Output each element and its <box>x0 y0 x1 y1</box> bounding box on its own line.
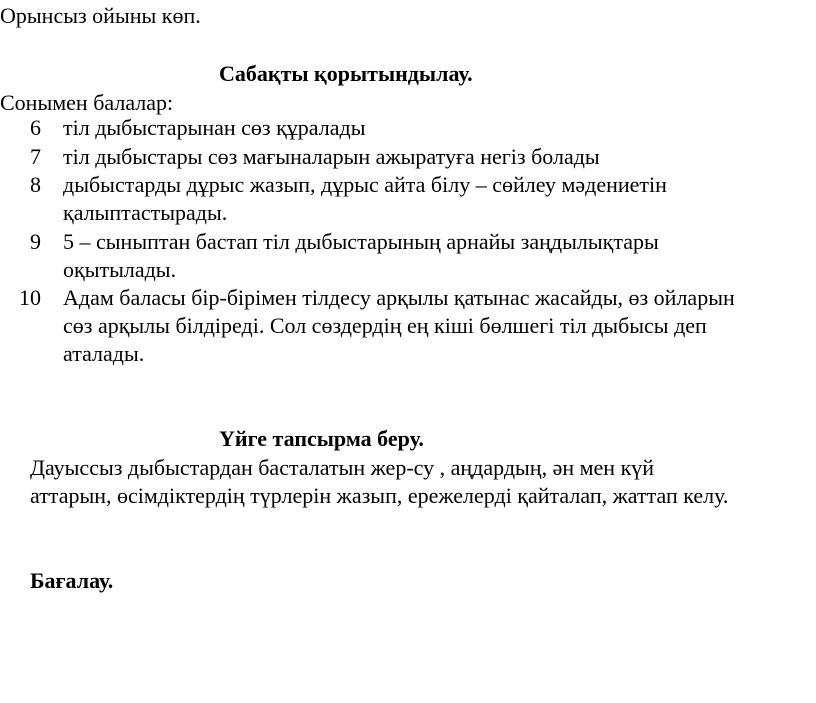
list-item-number: 8 <box>30 172 41 197</box>
list-item-text-cont: оқытылады. <box>63 257 177 282</box>
list-item-number: 6 <box>30 115 41 140</box>
summary-lead: Сонымен балалар: <box>0 90 174 115</box>
list-item-text: дыбыстарды дұрыс жазып, дұрыс айта білу – сөйлеу мәдениетін <box>63 172 667 197</box>
list-item-text-cont: сөз арқылы білдіреді. Сол сөздердің ең кіші бөлшегі тіл дыбысы деп <box>63 313 707 338</box>
list-item-text: тіл дыбыстары сөз мағыналарын ажыратуға негіз болады <box>63 144 600 169</box>
list-item-text: Адам баласы бір-бірімен тілдесу арқылы қатынас жасайды, өз ойларын <box>63 285 735 310</box>
homework-text-cont: аттарын, өсімдіктердің түрлерін жазып, ережелерді қайталап, жаттап келу. <box>30 483 729 508</box>
list-item-number: 10 <box>19 285 41 310</box>
list-item-text-cont: аталады. <box>63 341 145 366</box>
intro-line: Орынсыз ойыны көп. <box>0 3 201 28</box>
list-item-text: 5 – сыныптан бастап тіл дыбыстарының арнайы заңдылықтары <box>63 229 659 254</box>
list-item-text-cont: қалыптастырады. <box>63 200 228 225</box>
list-item-number: 9 <box>30 229 41 254</box>
homework-heading: Үйге тапсырма беру. <box>219 426 424 451</box>
summary-heading: Сабақты қорытындылау. <box>219 61 473 86</box>
grading-heading: Бағалау. <box>30 568 114 593</box>
homework-text: Дауыссыз дыбыстардан басталатын жер-су , аңдардың, ән мен күй <box>30 455 655 480</box>
list-item-number: 7 <box>30 144 41 169</box>
list-item-text: тіл дыбыстарынан сөз құралады <box>63 115 366 140</box>
